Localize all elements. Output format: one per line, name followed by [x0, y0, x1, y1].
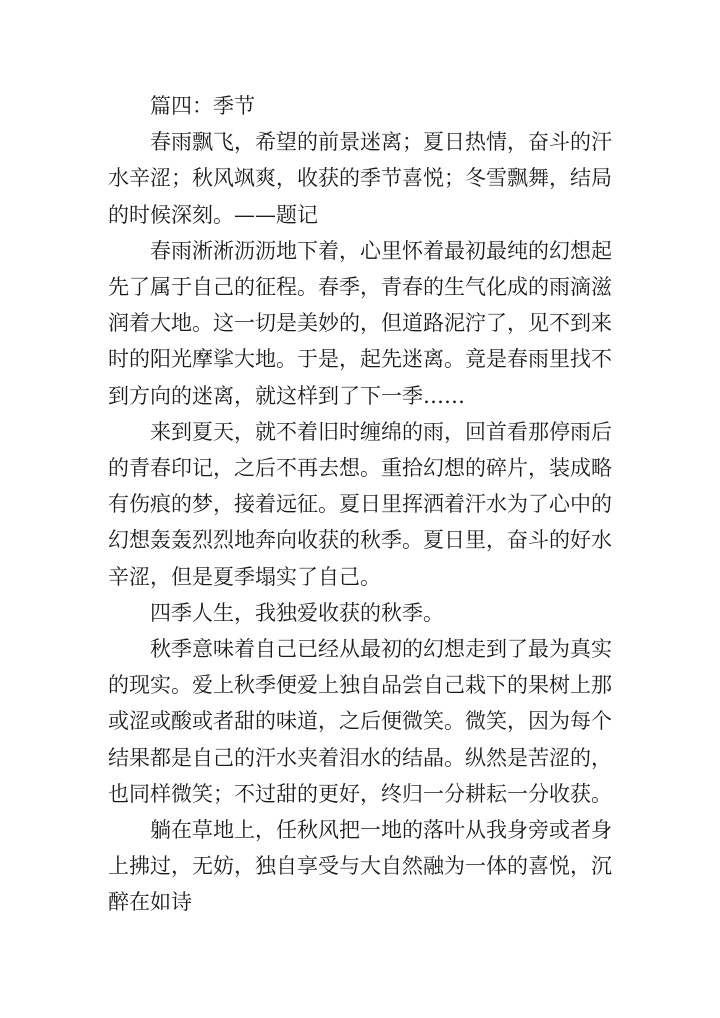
paragraph-autumn: 秋季意味着自己已经从最初的幻想走到了最为真实的现实。爱上秋季便爱上独自品尝自己栽下的果树上那或涩或酸或者甜的味道，之后便微笑。微笑，因为每个结果都是自己的汗水夹着泪水的结晶。纵然是苦涩的，也同样微笑；不过甜的更好，终归一分耕耘一分收获。: [108, 637, 612, 806]
paragraph-lying-on-grass: 躺在草地上，任秋风把一地的落叶从我身旁或者身上拂过，无妨，独自享受与大自然融为一体的喜悦，沉醉在如诗: [108, 818, 612, 915]
document-body: [108, 88, 612, 921]
paragraph-spring: 春雨淅淅沥沥地下着，心里怀着最初最纯的幻想起先了属于自己的征程。春季，青春的生气化成的雨滴滋润着大地。这一切是美妙的，但道路泥泞了，见不到来时的阳光摩挲大地。于是，起先迷离。竟是春雨里找不到方向的迷离，就这样到了下一季……: [108, 238, 612, 408]
paragraph-four-seasons: 四季人生，我独爱收获的秋季。: [150, 600, 444, 625]
paragraph-epigraph: 春雨飘飞，希望的前景迷离；夏日热情，奋斗的汗水辛涩；秋风飒爽，收获的季节喜悦；冬雪飘舞，结局的时候深刻。——题记: [108, 130, 612, 227]
section-title: 篇四：季节: [150, 94, 255, 118]
paragraph-summer: 来到夏天，就不着旧时缠绵的雨，回首看那停雨后的青春印记，之后不再去想。重拾幻想的碎片，装成略有伤痕的梦，接着远征。夏日里挥洒着汗水为了心中的幻想轰轰烈烈地奔向收获的秋季。夏日里，奋斗的好水辛涩，但是夏季塌实了自己。: [108, 419, 612, 589]
